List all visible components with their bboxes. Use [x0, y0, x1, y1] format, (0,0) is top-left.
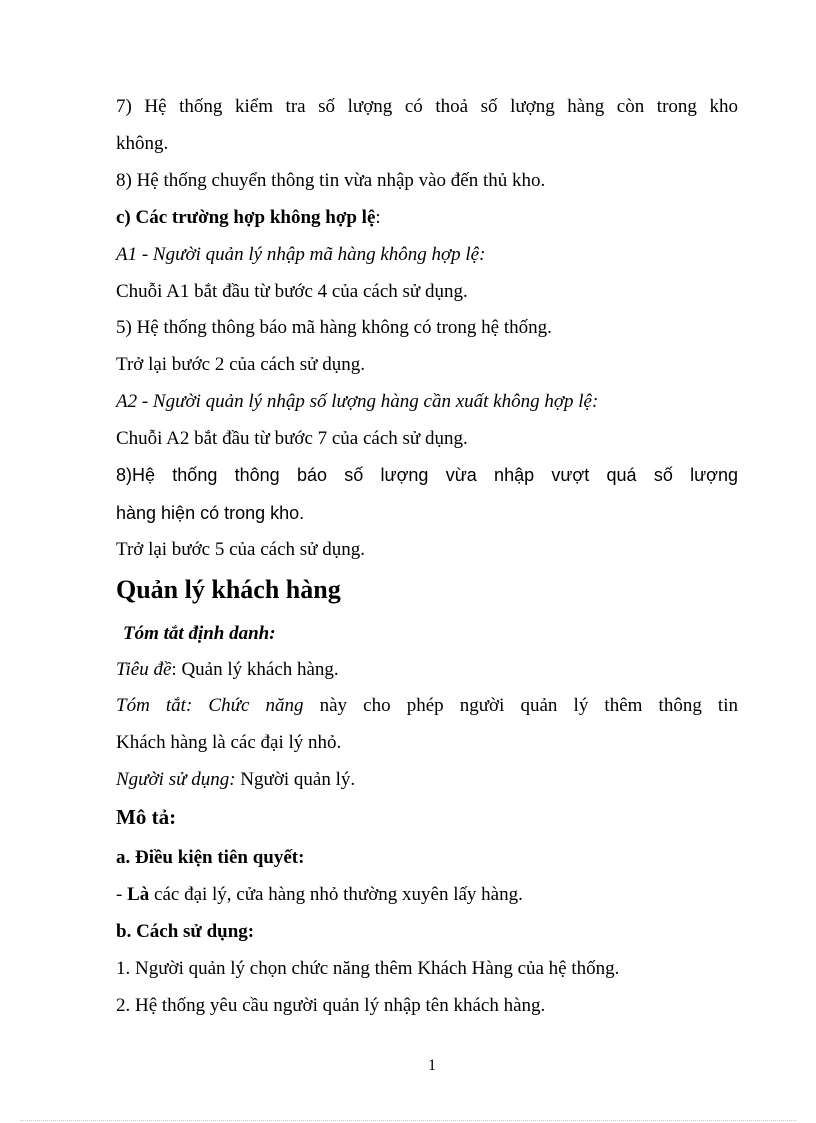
- precondition-heading: a. Điều kiện tiên quyết:: [116, 847, 305, 868]
- summary-heading: Tóm tắt định danh:: [123, 623, 276, 644]
- a2-step-8-text: 8)Hệ thống thông báo số lượng vừa nhập vượt quá số lượng: [116, 465, 738, 485]
- user-value: Người quản lý.: [235, 769, 356, 790]
- precondition-bold: Là: [127, 884, 150, 905]
- precondition-line: [116, 883, 738, 907]
- summary-continuation: Khách hàng là các đại lý nhỏ.: [116, 732, 342, 753]
- invalid-cases-heading-line: [116, 206, 738, 230]
- a1-return-text: Trở lại bước 2 của cách sử dụng.: [116, 354, 365, 375]
- section-title: Quản lý khách hàng: [116, 575, 341, 604]
- title-value: : Quản lý khách hàng.: [171, 659, 339, 680]
- page-number: 1: [428, 1057, 436, 1074]
- step-7-continuation: không.: [116, 133, 169, 154]
- user-line: [116, 768, 738, 792]
- usage-heading: b. Cách sử dụng:: [116, 921, 255, 942]
- usage-step-1: 1. Người quản lý chọn chức năng thêm Khách Hàng của hệ thống.: [116, 958, 620, 979]
- a1-step-5-text: 5) Hệ thống thông báo mã hàng không có trong hệ thống.: [116, 317, 552, 338]
- summary-label: Tóm tắt: Chức năng: [116, 695, 304, 716]
- a1-title: A1 - Người quản lý nhập mã hàng không hợp lệ:: [116, 244, 486, 265]
- step-8-text: 8) Hệ thống chuyển thông tin vừa nhập vào đến thủ kho.: [116, 170, 546, 191]
- summary-line: [116, 694, 738, 718]
- a1-chain-text: Chuỗi A1 bắt đầu từ bước 4 của cách sử dụng.: [116, 281, 468, 302]
- summary-value: này cho phép người quản lý thêm thông tin: [303, 695, 738, 716]
- invalid-cases-heading: c) Các trường hợp không hợp lệ: [116, 207, 376, 228]
- a2-step-8-continuation: hàng hiện có trong kho.: [116, 503, 305, 523]
- usage-step-2: 2. Hệ thống yêu cầu người quản lý nhập tên khách hàng.: [116, 995, 546, 1016]
- user-label: Người sử dụng:: [116, 769, 236, 790]
- title-label: Tiêu đề: [116, 659, 172, 680]
- invalid-cases-colon: :: [375, 207, 381, 228]
- title-line: [116, 658, 738, 682]
- page-bottom-rule: [20, 1120, 796, 1121]
- a2-title: A2 - Người quản lý nhập số lượng hàng cần xuất không hợp lệ:: [116, 391, 599, 412]
- precondition-dash: -: [116, 884, 128, 905]
- description-heading: Mô tả:: [116, 805, 177, 829]
- a2-return-text: Trở lại bước 5 của cách sử dụng.: [116, 539, 365, 560]
- step-7-text: 7) Hệ thống kiểm tra số lượng có thoả số lượng hàng còn trong kho: [116, 96, 738, 117]
- precondition-text: các đại lý, cửa hàng nhỏ thường xuyên lấy hàng.: [149, 884, 523, 905]
- a2-chain-text: Chuỗi A2 bắt đầu từ bước 7 của cách sử dụng.: [116, 428, 468, 449]
